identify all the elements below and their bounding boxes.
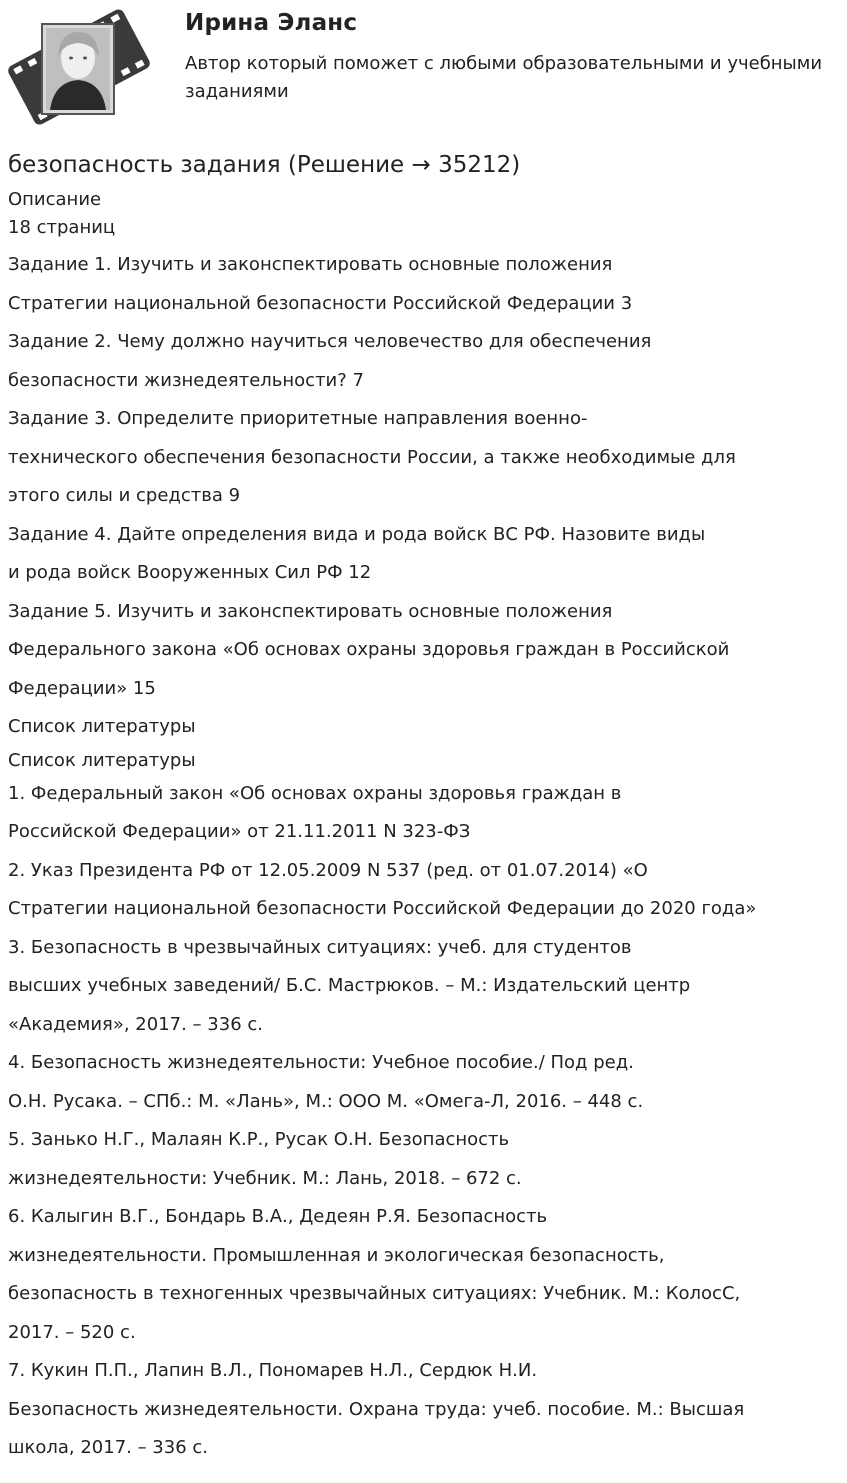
document-content: [8, 148, 838, 1468]
references-list: [8, 775, 838, 1468]
toc-item: Задание 5. Изучить и законспектировать основные положения Федерального закона «Об основах охраны здоровья граждан в Российской Федерации» 15: [8, 600, 730, 699]
author-avatar-icon: [8, 6, 150, 128]
reference-item: 6. Калыгин В.Г., Бондарь В.А., Дедеян Р.Я. Безопасность жизнедеятельности. Промышленная и экологическая безопасность, безопасность в техногенных чрезвычайных ситуациях: Учебник. М.: КолосС, 2017. – 520 с.: [8, 1206, 741, 1343]
toc-item: Задание 3. Определите приоритетные направления военно- технического обеспечения безопасности России, а также необходимые для этого силы и средства 9: [8, 408, 736, 506]
author-description: Автор который поможет с любыми образовательными и учебными заданиями: [185, 53, 823, 102]
toc-item: Задание 2. Чему должно научиться человечество для обеспечения безопасности жизнедеятельности? 7: [8, 331, 652, 391]
reference-item: 7. Кукин П.П., Лапин В.Л., Пономарев Н.Л., Сердюк Н.И. Безопасность жизнедеятельности. Охрана труда: учеб. пособие. М.: Высшая школа, 2017. – 336 с.: [8, 1360, 745, 1458]
reference-item: 4. Безопасность жизнедеятельности: Учебное пособие./ Под ред. О.Н. Русака. – СПб.: М. «Лань», М.: ООО М. «Омега-Л, 2016. – 448 с.: [8, 1052, 644, 1112]
author-name: Ирина Эланс: [185, 10, 358, 36]
toc-item: Задание 1. Изучить и законспектировать основные положения Стратегии национальной безопасности Российской Федерации 3: [8, 254, 633, 314]
table-of-contents: [8, 246, 838, 747]
description-label: Описание: [8, 189, 102, 210]
reference-item: 1. Федеральный закон «Об основах охраны здоровья граждан в Российской Федерации» от 21.11.2011 N 323-ФЗ: [8, 782, 622, 842]
reference-item: 5. Занько Н.Г., Малаян К.Р., Русак О.Н. Безопасность жизнедеятельности: Учебник. М.: Лань, 2018. – 672 с.: [8, 1129, 522, 1189]
document-title: безопасность задания (Решение → 35212): [8, 152, 521, 178]
reference-item: 3. Безопасность в чрезвычайных ситуациях: учеб. для студентов высших учебных заведений/ Б.С. Мастрюков. – М.: Издательский центр «Академия», 2017. – 336 с.: [8, 936, 691, 1035]
author-header: [0, 0, 847, 140]
page-count: 18 страниц: [8, 217, 116, 238]
references-heading: Список литературы: [8, 749, 196, 771]
toc-item: Задание 4. Дайте определения вида и рода войск ВС РФ. Назовите виды и рода войск Вооруженных Сил РФ 12: [8, 523, 706, 583]
reference-item: 2. Указ Президента РФ от 12.05.2009 N 537 (ред. от 01.07.2014) «О Стратегии национальной безопасности Российской Федерации до 2020 года»: [8, 859, 757, 919]
toc-item: Список литературы: [8, 716, 196, 737]
